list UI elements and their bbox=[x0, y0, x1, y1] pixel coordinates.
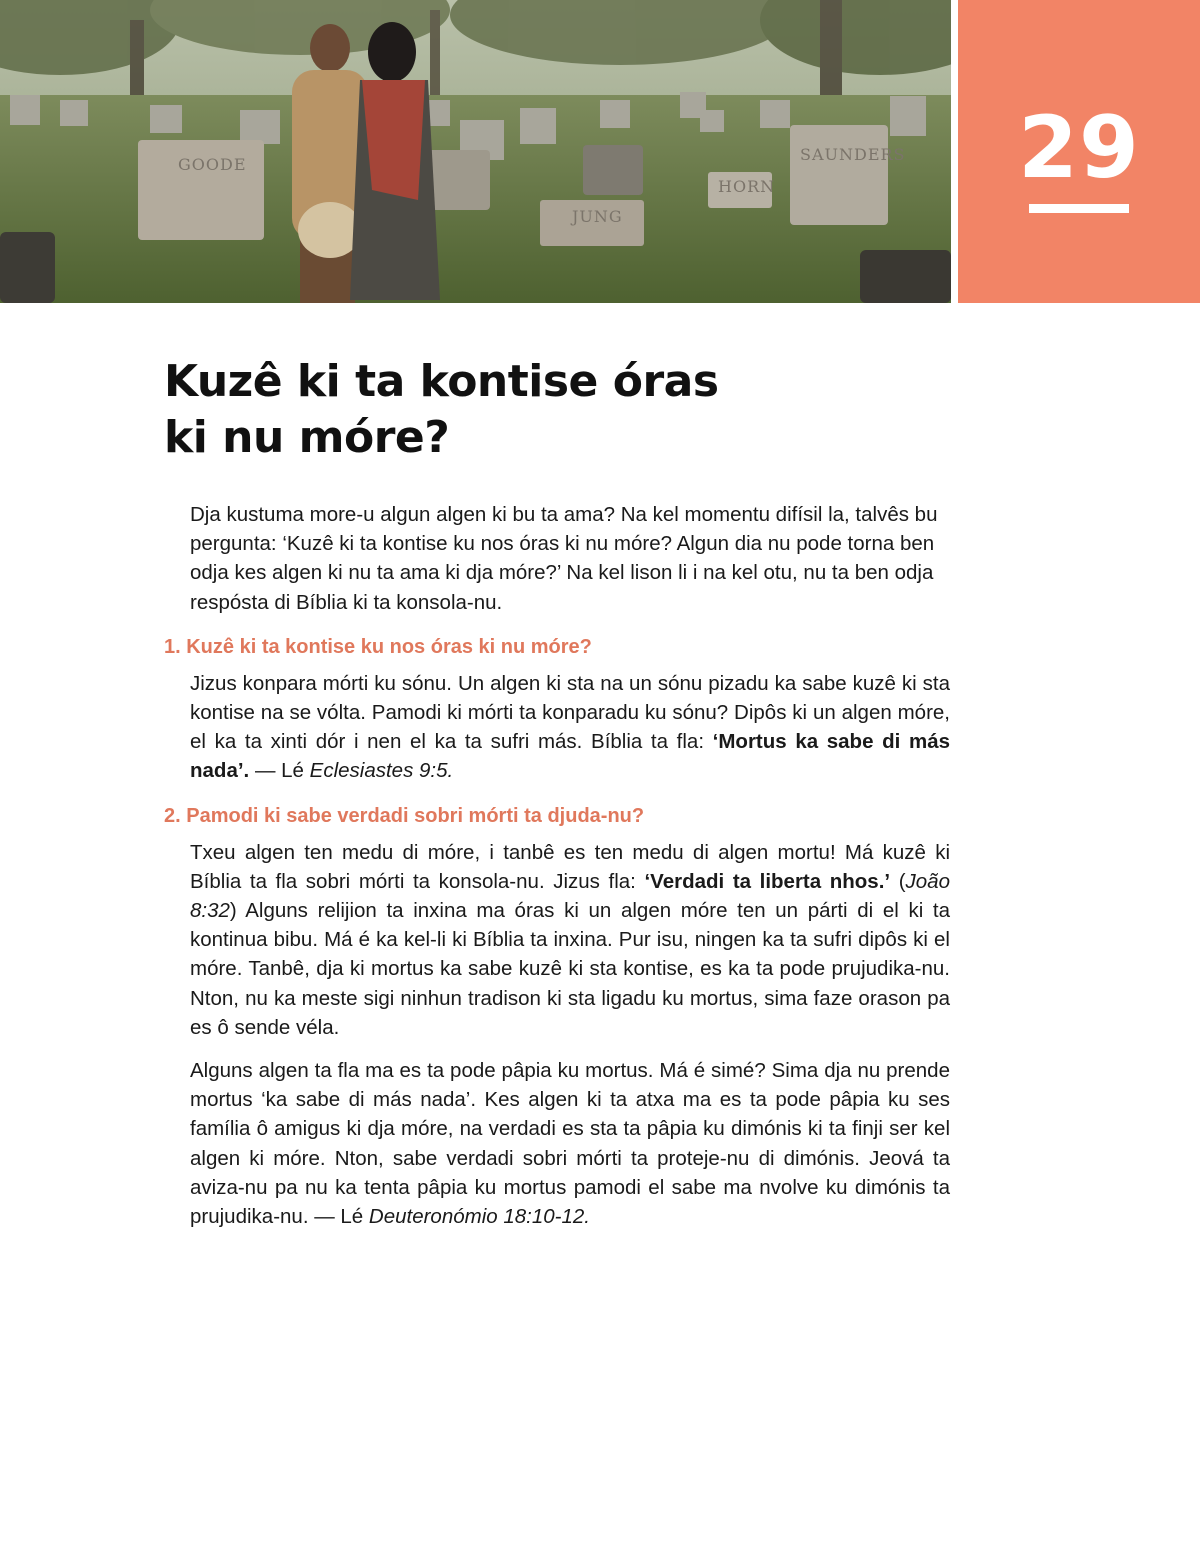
section-1-text: Jizus konpara mórti ku sónu. Un algen ki sta na un sónu pizadu ka sabe kuzê ki sta kontise na se vólta. Pamodi ki mórti ta konparadu ku sónu? Dipôs ki un algen móre, el ka ta xinti dór i nen el ka ta sufri más. Bíblia ta fla: bbox=[190, 671, 950, 754]
section-2-text-a: Txeu algen ten medu di móre, i tanbê es ten medu di algen mortu! Má kuzê ki Bíblia ta fla sobri mórti ta konsola-nu. Jizus fla: bbox=[190, 840, 950, 893]
lesson-title bbox=[164, 354, 924, 466]
section-2-heading: 2. Pamodi ki sabe verdadi sobri mórti ta djuda-nu? bbox=[164, 804, 645, 827]
section-1-read-prefix: — Lé bbox=[249, 759, 310, 783]
lesson-number-block bbox=[958, 0, 1200, 303]
section-1-scripture-link[interactable]: Eclesiastes 9:5. bbox=[309, 759, 454, 783]
title-line-1: Kuzê ki ta kontise óras bbox=[164, 356, 719, 407]
section-2-quote: ‘Verdadi ta liberta nhos.’ bbox=[644, 869, 891, 893]
lesson-number: 29 bbox=[1018, 98, 1140, 198]
section-2-text-d: Alguns algen ta fla ma es ta pode pâpia ku mortus. Má é simé? Sima dja nu prende mortus ‘ka sabe di más nada’. Kes algen ki ta atxa ma es ta pode pâpia ku ses família ô amigus ki dja móre, na verdadi es sta ta pâpia ku dimónis ki ta finji ser kel algen ki móre. Nton, sabe verdadi sobri mórti ta proteje-nu di dimónis. Jeová ta aviza-nu pa nu ka tenta pâpia ku mortus pamodi el sabe ma nvolve ku dimónis ta prujudika-nu. — Lé bbox=[190, 1059, 950, 1229]
lesson-number-underline bbox=[1029, 204, 1129, 213]
section-1-paragraph bbox=[190, 669, 950, 786]
section-1-heading: 1. Kuzê ki ta kontise ku nos óras ki nu móre? bbox=[164, 635, 592, 658]
section-2-scripture-link-2[interactable]: Deuteronómio 18:10-12. bbox=[368, 1205, 590, 1229]
stone-label-jung: JUNG bbox=[572, 207, 623, 226]
cemetery-illustration bbox=[0, 0, 951, 303]
section-2-scripture-link-1[interactable]: João 8:32 bbox=[190, 869, 950, 923]
section-2-text-b: ( bbox=[890, 869, 906, 893]
stone-label-horn: HORN bbox=[718, 177, 776, 196]
stone-label-saunders: SAUNDERS bbox=[800, 145, 906, 164]
intro-paragraph: Dja kustuma more-u algun algen ki bu ta ama? Na kel momentu difísil la, talvês bu pergunta: ‘Kuzê ki ta kontise ku nos óras ki nu móre? Algun dia nu pode torna ben odja kes algen ki nu ta ama ki dja móre?’ Na kel lison li i na kel otu, nu ta ben odja respósta di Bíblia ki ta konsola-nu. bbox=[190, 503, 938, 614]
section-2-paragraph-1 bbox=[190, 838, 950, 1042]
section-1-quote: ‘Mortus ka sabe di más nada’. bbox=[190, 730, 950, 783]
title-line-2: ki nu móre? bbox=[164, 412, 450, 463]
lesson-body bbox=[164, 500, 950, 1245]
section-2-text-c: ) Alguns relijion ta inxina ma óras ki un algen móre ten un párti di el ki ta kontinua bibu. Má é ka kel-li ki Bíblia ta inxina. Pur isu, ningen ka ta sufri dipôs ki el móre. Tanbê, dja ki mortus ka sabe kuzê ki sta kontise, es ka ta pode prujudika-nu. Nton, nu ka meste sigi ninhun tradison ki sta ligadu ku mortus, sima faze orason pa es ô sende véla. bbox=[190, 899, 950, 1039]
stone-label-goode: GOODE bbox=[178, 155, 247, 174]
hero-photo bbox=[0, 0, 951, 303]
section-2-paragraph-2 bbox=[190, 1056, 950, 1231]
